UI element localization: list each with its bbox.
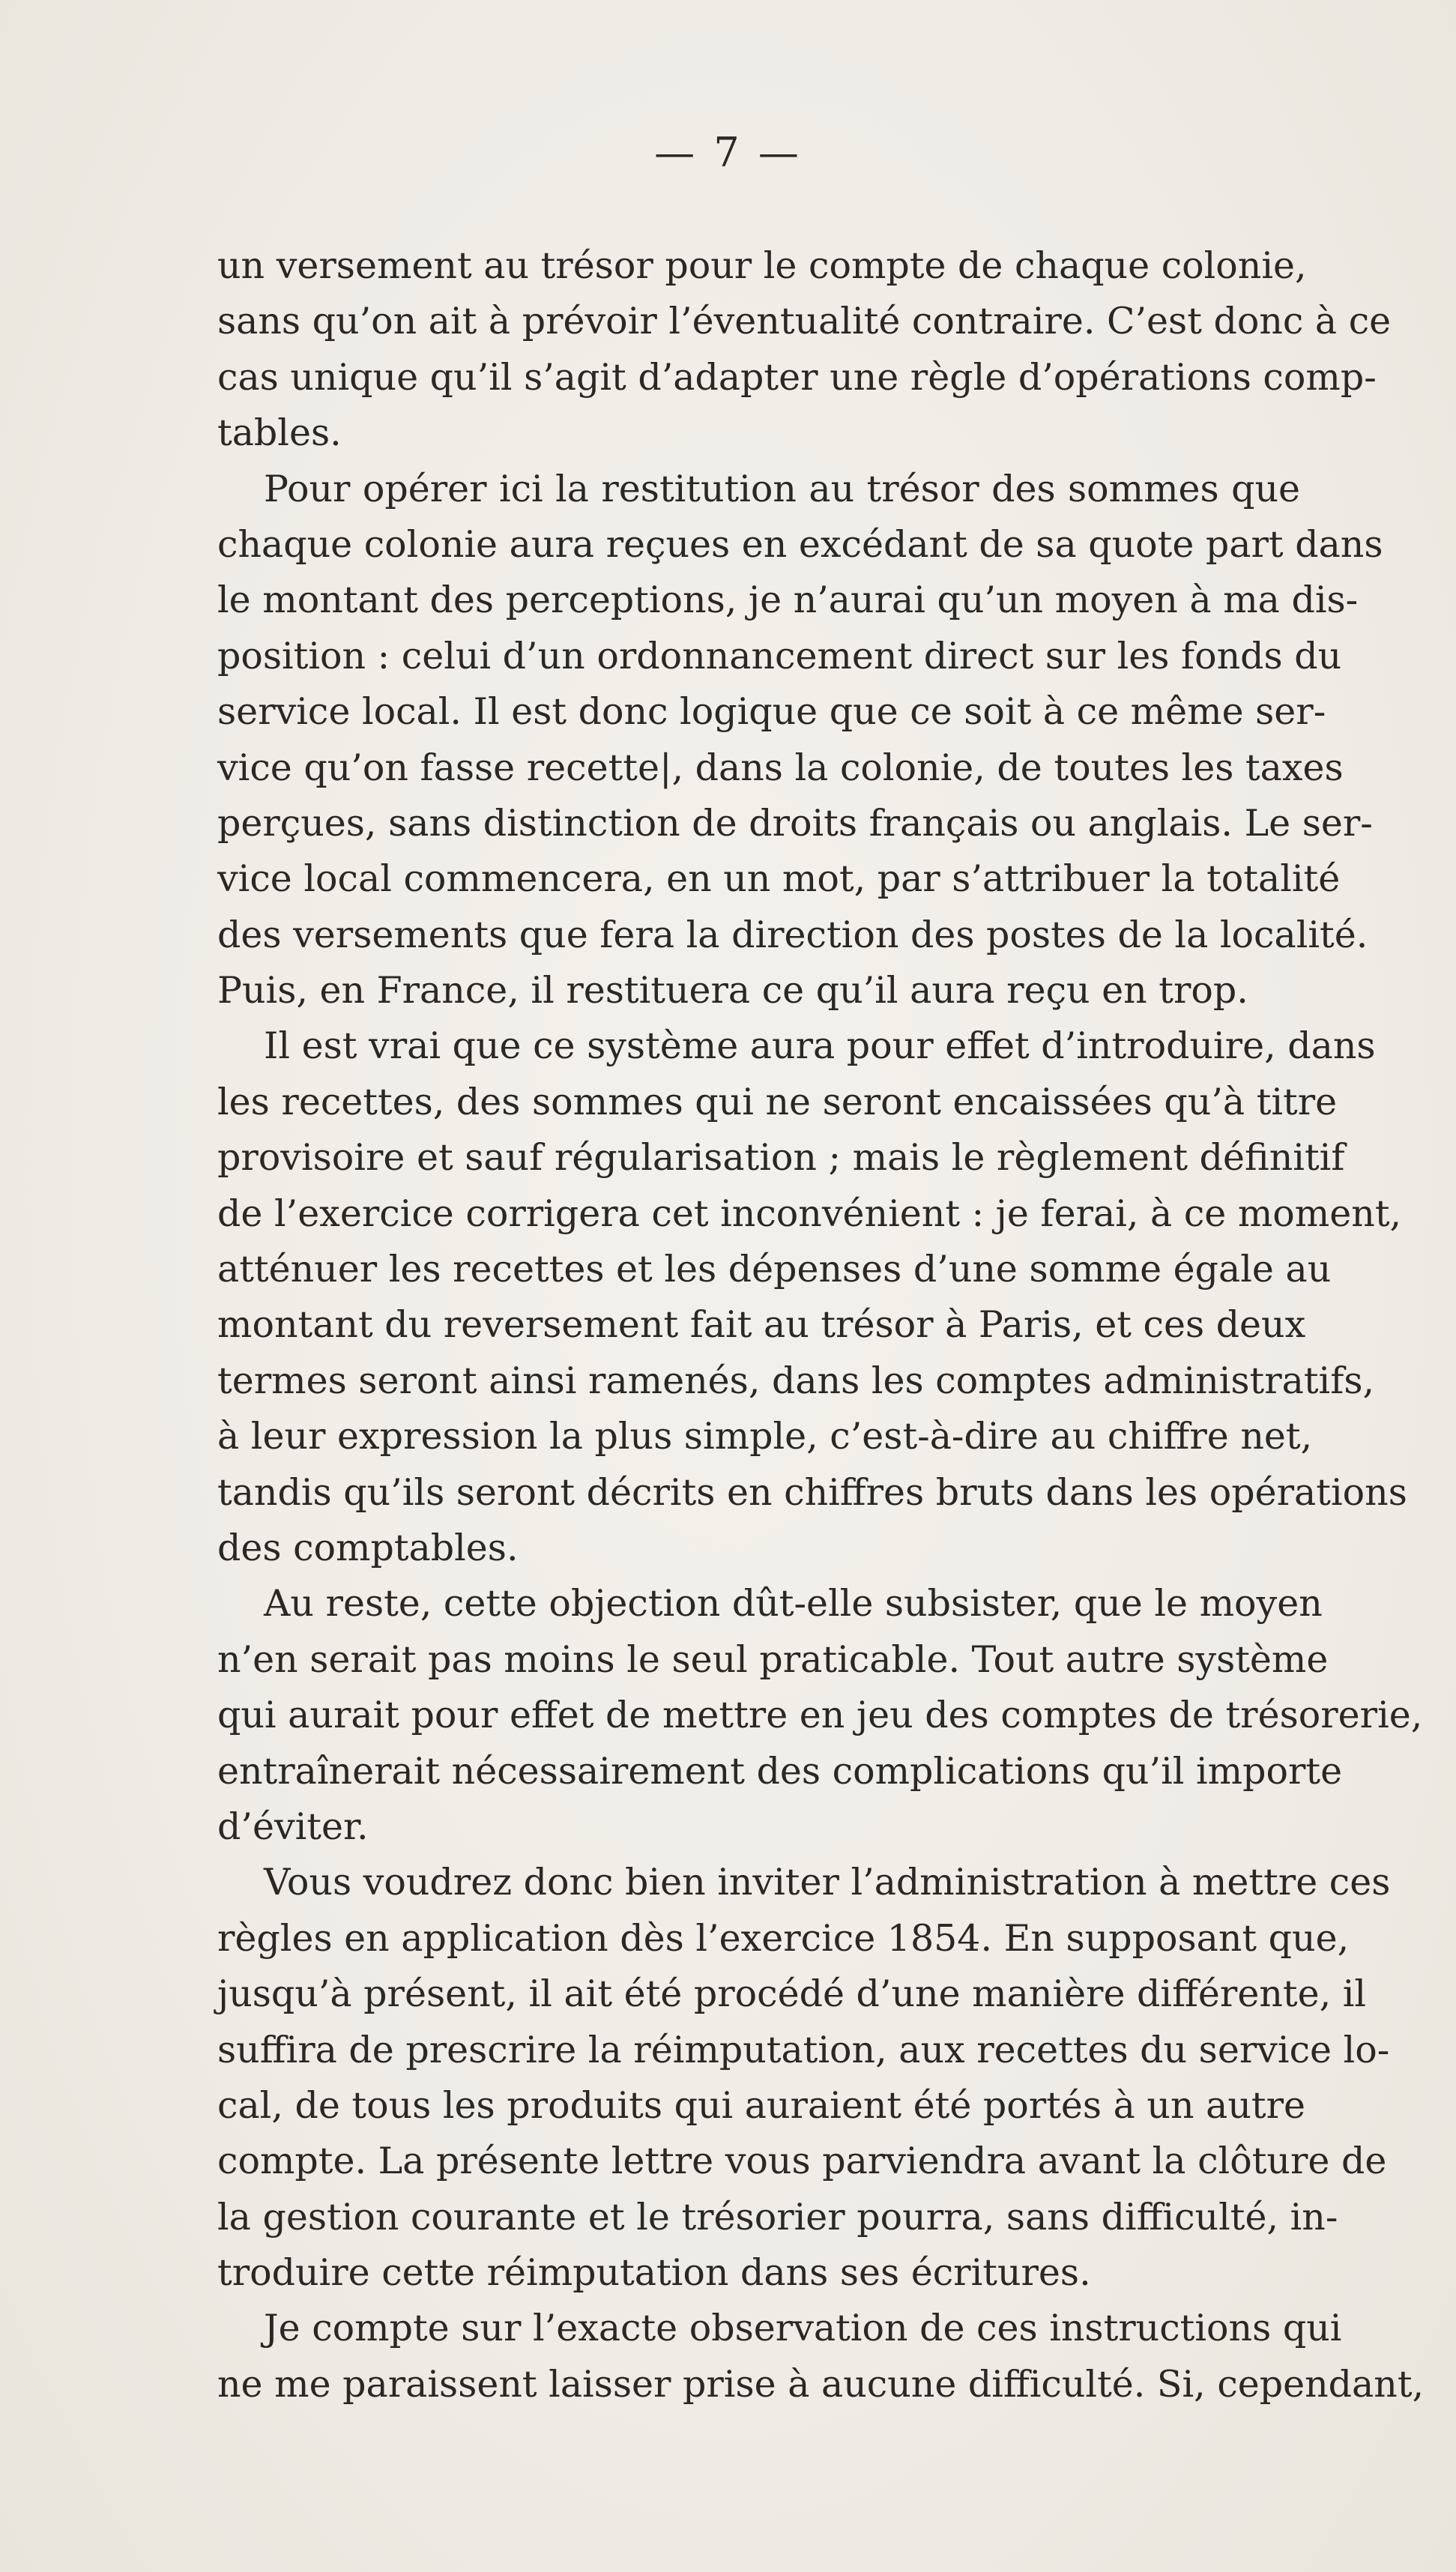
text-line: à leur expression la plus simple, c’est-à-dire au chiffre net, <box>217 1415 1313 1458</box>
text-line: chaque colonie aura reçues en excédant de sa quote part dans <box>217 522 1383 566</box>
text-line: règles en application dès l’exercice 1854. En supposant que, <box>217 1916 1350 1960</box>
text-line: position : celui d’un ordonnancement direct sur les fonds du <box>217 634 1342 677</box>
text-line: des versements que fera la direction des postes de la localité. <box>217 913 1368 956</box>
text-line: un versement au trésor pour le compte de chaque colonie, <box>217 244 1307 287</box>
paragraph <box>217 2301 1425 2412</box>
text-line: d’éviter. <box>217 1805 369 1848</box>
paragraph <box>217 1018 1407 1576</box>
paragraph <box>217 1855 1391 2301</box>
text-line: Pour opérer ici la restitution au trésor des sommes que <box>264 467 1300 510</box>
text-line: des comptables. <box>217 1526 519 1569</box>
text-line: perçues, sans distinction de droits français ou anglais. Le ser- <box>217 801 1373 845</box>
text-line: termes seront ainsi ramenés, dans les comptes administratifs, <box>217 1359 1375 1402</box>
text-line: Au reste, cette objection dût-elle subsister, que le moyen <box>264 1582 1323 1625</box>
text-line: suffira de prescrire la réimputation, aux recettes du service lo- <box>217 2028 1390 2071</box>
paragraph <box>217 462 1383 1019</box>
text-line: provisoire et sauf régularisation ; mais le règlement définitif <box>217 1136 1345 1180</box>
text-line: compte. La présente lettre vous parviendra avant la clôture de <box>217 2140 1387 2183</box>
body-text <box>217 238 1425 2412</box>
paragraph <box>217 238 1392 462</box>
text-line: ne me paraissent laisser prise à aucune difficulté. Si, cependant, <box>217 2362 1425 2406</box>
text-line: atténuer les recettes et les dépenses d’une somme égale au <box>217 1248 1332 1291</box>
text-line: tandis qu’ils seront décrits en chiffres bruts dans les opérations <box>217 1470 1407 1514</box>
text-line: les recettes, des sommes qui ne seront encaissées qu’à titre <box>217 1080 1338 1123</box>
text-line: entraînerait nécessairement des complications qu’il importe <box>217 1749 1343 1793</box>
text-line: sans qu’on ait à prévoir l’éventualité contraire. C’est donc à ce <box>217 300 1392 343</box>
text-line: Puis, en France, il restituera ce qu’il aura reçu en trop. <box>217 969 1248 1012</box>
text-line: cal, de tous les produits qui auraient été portés à un autre <box>217 2083 1305 2127</box>
page-number: — 7 — <box>654 129 802 176</box>
text-line: Il est vrai que ce système aura pour effet d’introduire, dans <box>264 1024 1376 1068</box>
text-line: la gestion courante et le trésorier pourra, sans difficulté, in- <box>217 2195 1338 2239</box>
text-line: vice local commencera, en un mot, par s’attribuer la totalité <box>217 857 1341 901</box>
text-line: tables. <box>217 411 342 455</box>
text-line: troduire cette réimputation dans ses écritures. <box>217 2251 1091 2295</box>
text-line: jusqu’à présent, il ait été procédé d’une manière différente, il <box>217 1972 1367 2016</box>
text-line: Je compte sur l’exacte observation de ces instructions qui <box>264 2307 1342 2350</box>
text-line: le montant des perceptions, je n’aurai qu’un moyen à ma dis- <box>217 579 1359 622</box>
text-line: cas unique qu’il s’agit d’adapter une règle d’opérations comp- <box>217 355 1377 399</box>
text-line: Vous voudrez donc bien inviter l’administration à mettre ces <box>264 1861 1391 1904</box>
paragraph <box>217 1576 1423 1855</box>
text-line: service local. Il est donc logique que ce soit à ce même ser- <box>217 690 1326 734</box>
text-line: montant du reversement fait au trésor à Paris, et ces deux <box>217 1303 1306 1347</box>
text-line: qui aurait pour effet de mettre en jeu des comptes de trésorerie, <box>217 1694 1423 1737</box>
text-line: n’en serait pas moins le seul praticable. Tout autre système <box>217 1637 1329 1681</box>
text-line: vice qu’on fasse recette|, dans la colonie, de toutes les taxes <box>217 746 1344 789</box>
text-line: de l’exercice corrigera cet inconvénient : je ferai, à ce moment, <box>217 1192 1402 1235</box>
